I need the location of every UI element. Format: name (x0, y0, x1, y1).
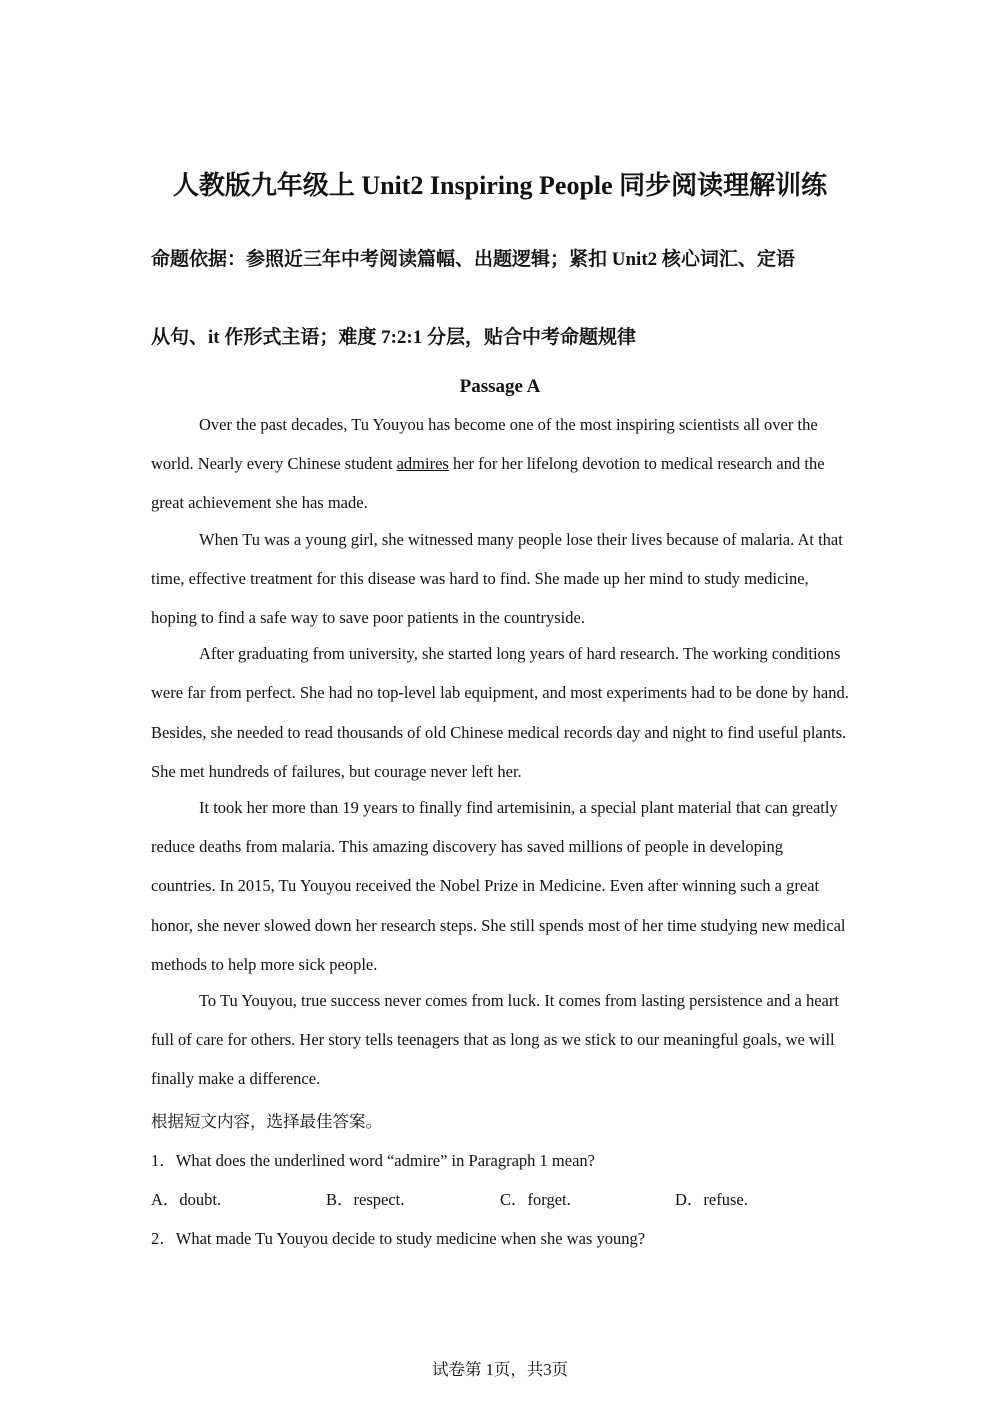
paragraph-2: When Tu was a young girl, she witnessed many people lose their lives because of malaria. At that time, effective treatment for this disease was hard to find. She made up her mind to study medicine, hoping to find a safe way to save poor patients in the countryside. (151, 529, 843, 628)
question-instruction: 根据短文内容，选择最佳答案。 (151, 1112, 382, 1131)
question-1: 1．What does the underlined word “admire” in Paragraph 1 mean? (151, 1151, 595, 1170)
question-1-option-b: B．respect. (326, 1190, 405, 1209)
page-footer: 试卷第 1页，共3页 (431, 1360, 569, 1379)
question-1-option-c: C．forget. (500, 1190, 571, 1209)
underlined-word: admires (396, 454, 449, 474)
question-2: 2．What made Tu Youyou decide to study medicine when she was young? (151, 1229, 646, 1248)
proposition-basis-line-1: 命题依据：参照近三年中考阅读篇幅、出题逻辑；紧扣 Unit2 核心词汇、定语 (151, 249, 795, 270)
passage-title: Passage A (459, 376, 541, 397)
paragraph-1-end: her for her lifelong devotion to medical research and the great achievement she has made. (151, 454, 825, 513)
passage-body (151, 405, 849, 1096)
paragraph-1 (151, 405, 849, 523)
paragraph-5: To Tu Youyou, true success never comes from luck. It comes from lasting persistence and a heart full of care for others. Her story tells teenagers that as long as we stick to our meaningful goals, we will finally make a difference. (151, 991, 839, 1089)
paragraph-4: It took her more than 19 years to finally find artemisinin, a special plant material that can greatly reduce deaths from malaria. This amazing discovery has saved millions of people in developing countries. In 2015, Tu Youyou received the Nobel Prize in Medicine. Even after winning such a great honor, she never slowed down her research steps. She still spends most of her time studying new medical methods to help more sick people. (151, 798, 846, 974)
paragraph-1-start: Over the past decades, Tu Youyou has become one of the most inspiring scientists all over the world. Nearly every Chinese student (151, 415, 818, 474)
question-1-option-d: D．refuse. (675, 1190, 748, 1209)
paragraph-3: After graduating from university, she started long years of hard research. The working conditions were far from perfect. She had no top-level lab equipment, and most experiments had to be done by hand. Besides, she needed to read thousands of old Chinese medical records day and night to find useful plants. She met hundreds of failures, but courage never left her. (151, 644, 849, 781)
document-title: 人教版九年级上 Unit2 Inspiring People 同步阅读理解训练 (172, 171, 828, 200)
proposition-basis-line-2: 从句、it 作形式主语；难度 7:2:1 分层，贴合中考命题规律 (151, 327, 637, 348)
question-1-option-a: A．doubt. (151, 1190, 222, 1209)
